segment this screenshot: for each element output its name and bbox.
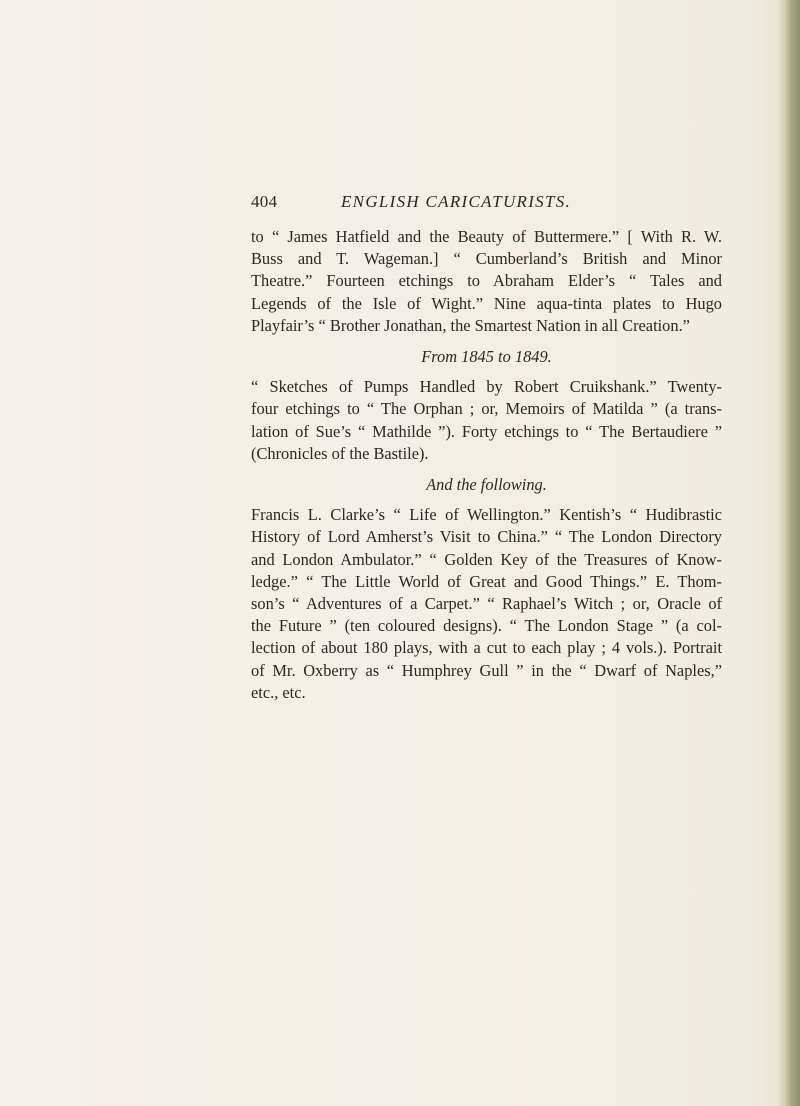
section-heading-following: And the following. bbox=[426, 475, 547, 495]
text-line: and London Ambulator.” “ Golden Key of the Treasures of Know- bbox=[251, 549, 722, 569]
paragraph-3 bbox=[251, 504, 722, 704]
page-header bbox=[251, 192, 721, 216]
text-line: etc., etc. bbox=[251, 682, 306, 702]
text-line: History of Lord Amherst’s Visit to China.” “ The London Directory bbox=[251, 527, 722, 547]
paragraph-2 bbox=[251, 376, 722, 465]
page-edge-discoloration bbox=[778, 0, 800, 1106]
text-line: Francis L. Clarke’s “ Life of Wellington.” Kentish’s “ Hudibrastic bbox=[251, 505, 722, 525]
paragraph-1 bbox=[251, 226, 722, 337]
text-line: Playfair’s “ Brother Jonathan, the Smartest Nation in all Creation.” bbox=[251, 315, 690, 335]
text-line: lation of Sue’s “ Mathilde ”). Forty etchings to “ The Bertaudiere ” bbox=[251, 421, 722, 441]
text-line: Theatre.” Fourteen etchings to Abraham Elder’s “ Tales and bbox=[251, 271, 722, 291]
text-line: ledge.” “ The Little World of Great and Good Things.” E. Thom- bbox=[251, 571, 722, 591]
section-heading-1845-1849: From 1845 to 1849. bbox=[421, 347, 552, 367]
page-number: 404 bbox=[251, 192, 278, 211]
text-line: Buss and T. Wageman.] “ Cumberland’s British and Minor bbox=[251, 249, 722, 269]
text-line: son’s “ Adventures of a Carpet.” “ Raphael’s Witch ; or, Oracle of bbox=[251, 594, 722, 614]
text-line: Legends of the Isle of Wight.” Nine aqua-tinta plates to Hugo bbox=[251, 293, 722, 313]
running-title: ENGLISH CARICATURISTS. bbox=[341, 192, 572, 211]
body-text bbox=[251, 226, 722, 704]
text-line: four etchings to “ The Orphan ; or, Memoirs of Matilda ” (a trans- bbox=[251, 399, 722, 419]
text-line: “ Sketches of Pumps Handled by Robert Cruikshank.” Twenty- bbox=[251, 377, 722, 397]
text-line: (Chronicles of the Bastile). bbox=[251, 443, 429, 463]
text-line: to “ James Hatfield and the Beauty of Buttermere.” [ With R. W. bbox=[251, 227, 722, 246]
text-line: of Mr. Oxberry as “ Humphrey Gull ” in the “ Dwarf of Naples,” bbox=[251, 660, 722, 680]
text-line: the Future ” (ten coloured designs). “ The London Stage ” (a col- bbox=[251, 616, 722, 636]
text-line: lection of about 180 plays, with a cut to each play ; 4 vols.). Portrait bbox=[251, 638, 722, 658]
